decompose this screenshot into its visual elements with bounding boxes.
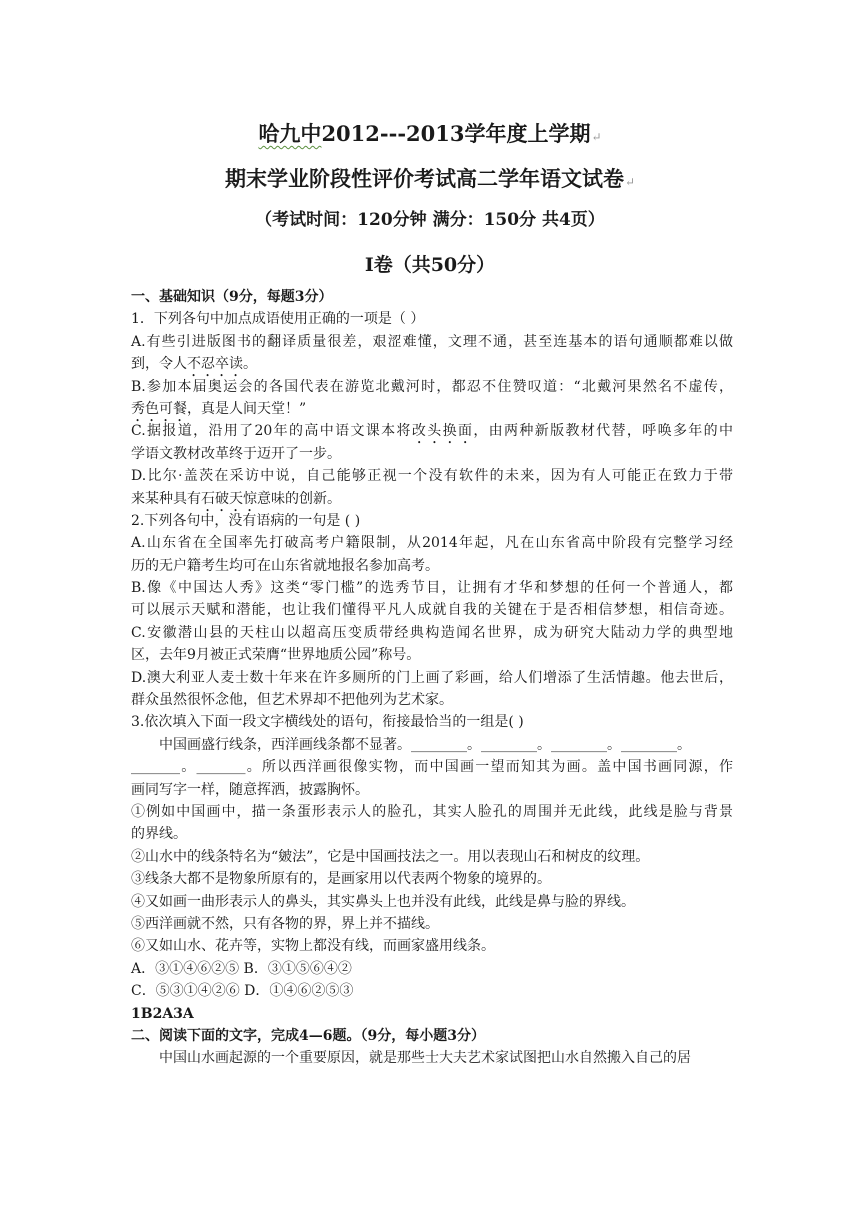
text-run: 来某种具有 (131, 490, 201, 507)
exam-body (131, 286, 733, 1070)
exam-name: 期末学业阶段性评价考试高二学年语文试卷 (224, 166, 624, 191)
q3-stem: 3.依次填入下面一段文字横线处的语句，衔接最恰当的一组是( ) (131, 714, 524, 731)
q3-passage-line3: 画同写字一样，随意挥洒，披露胸怀。 (131, 781, 369, 798)
q1-option-c-line1 (131, 420, 733, 442)
q1-stem: 1．下列各句中加点成语使用正确的一项是（ ） (131, 311, 425, 328)
dotted-idiom: 改头换面 (411, 423, 474, 440)
q3-sentence4: ④又如画一曲形表示人的鼻头，其实鼻头上也并没有此线，此线是鼻与脸的界线。 (131, 893, 635, 910)
section2-passage-line1: 中国山水画起源的一个重要原因，就是那些士大夫艺术家试图把山水自然搬入自己的居 (159, 1050, 691, 1067)
q3-sentence3: ③线条大都不是物象所原有的，是画家用以代表两个物象的境界的。 (131, 871, 551, 888)
q3-sentence1-line1: ①例如中国画中，描一条蛋形表示人的脸孔，其实人脸孔的周围并无此线，此线是脸与背景 (131, 803, 733, 820)
q2-option-a-line2: 历的无户籍考生均可在山东省就地报名参加高考。 (131, 557, 439, 574)
q1-option-a-line2 (131, 353, 733, 375)
q2-option-d-line2: 群众虽然很怀念他，但艺术界却不把他列为艺术家。 (131, 692, 453, 709)
q3-options-ab: A．③①④⑥②⑤ B．③①⑤⑥④② (131, 960, 352, 977)
text-run: 意味的创新。 (257, 490, 341, 507)
q2-option-a-line1: A.山东省在全国率先打破高考户籍限制，从2014年起，凡在山东省高中阶段有完整学习经 (131, 535, 733, 552)
q1-option-b-line2 (131, 398, 733, 420)
q3-options-cd: C．⑤③①④②⑥ D．①④⑥②⑤③ (131, 983, 354, 1000)
q1-option-b-line1: B.参加本届奥运会的各国代表在游览北戴河时，都忍不住赞叹道：“北戴河果然名不虚传， (131, 378, 733, 395)
text-run: 。 (243, 356, 257, 373)
section2-heading: 二、阅读下面的文字，完成4—6题。（9分，每小题3分） (131, 1027, 485, 1044)
q2-option-b-line2: 可以展示天赋和潜能，也让我们懂得平凡人成就自我的关键在于是否相信梦想，相信奇迹。 (131, 602, 733, 619)
answer-key: 1B2A3A (131, 1005, 194, 1022)
exam-title-line1 (0, 118, 860, 148)
text-run: ，真是人间天堂！” (187, 400, 307, 417)
q3-sentence6: ⑥又如山水、花卉等，实物上都没有线，而画家盛用线条。 (131, 938, 495, 955)
exam-title-line2 (0, 163, 860, 193)
q3-passage-line2: _______。_______。所以西洋画很像实物，而中国画一望而知其为画。盖中国书画同源，作 (131, 759, 733, 776)
school-name: 哈九中 (258, 121, 322, 146)
exam-info: （考试时间：120分钟 满分：150分 共4页） (255, 210, 605, 230)
volume-title: I卷（共50分） (364, 254, 496, 276)
paragraph-return-icon: ↵ (624, 175, 636, 189)
q3-sentence5: ⑤西洋画就不然，只有各物的界，界上并不描线。 (131, 915, 439, 932)
text-run: ，由两种新版教材代替，呼唤多年的中 (473, 423, 734, 440)
text-run: 到，令人 (131, 356, 187, 373)
q3-passage-line1: 中国画盛行线条，西洋画线条都不显著。________。________。________。________。 (159, 736, 691, 753)
dotted-idiom: 石破天惊 (201, 490, 257, 507)
q1-option-a-line1: A.有些引进版图书的翻译质量很差，艰涩难懂，文理不通，甚至连基本的语句通顺都难以做 (131, 333, 733, 350)
q3-sentence1-line2: 的界线。 (131, 826, 187, 843)
q1-option-c-line2: 学语文教材改革终于迈开了一步。 (131, 445, 341, 462)
q2-option-c-line1: C.安徽潜山县的天柱山以超高压变质带经典构造闻名世界，成为研究大陆动力学的典型地 (131, 624, 733, 641)
q2-option-c-line2: 区，去年9月被正式荣膺“世界地质公园”称号。 (131, 647, 421, 664)
dotted-idiom: 不忍卒读 (187, 356, 243, 373)
q2-option-d-line1: D.澳大利亚人麦士数十年来在许多厕所的门上画了彩画，给人们增添了生活情趣。他去世后， (131, 669, 733, 686)
school-year: 2012---2013学年度上学期 (321, 121, 591, 146)
q3-sentence2: ②山水中的线条特名为“皴法”，它是中国画技法之一。用以表现山石和树皮的纹理。 (131, 848, 650, 865)
q2-option-b-line1: B.像《中国达人秀》这类“零门槛”的选秀节目，让拥有才华和梦想的任何一个普通人，都 (131, 580, 733, 597)
section1-heading: 一、基础知识（9分，每题3分） (131, 289, 333, 305)
q1-option-d-line2 (131, 488, 733, 510)
paragraph-return-icon: ↵ (591, 130, 602, 144)
text-run: C.据报道，沿用了20年的高中语文课本将 (131, 423, 412, 440)
dotted-idiom: 秀色可餐 (131, 400, 187, 417)
q1-option-d-line1: D.比尔·盖茨在采访中说，自己能够正视一个没有软件的未来，因为有人可能正在致力于带 (131, 468, 733, 485)
q2-stem: 2.下列各句中，没有语病的一句是 ( ) (131, 512, 361, 529)
